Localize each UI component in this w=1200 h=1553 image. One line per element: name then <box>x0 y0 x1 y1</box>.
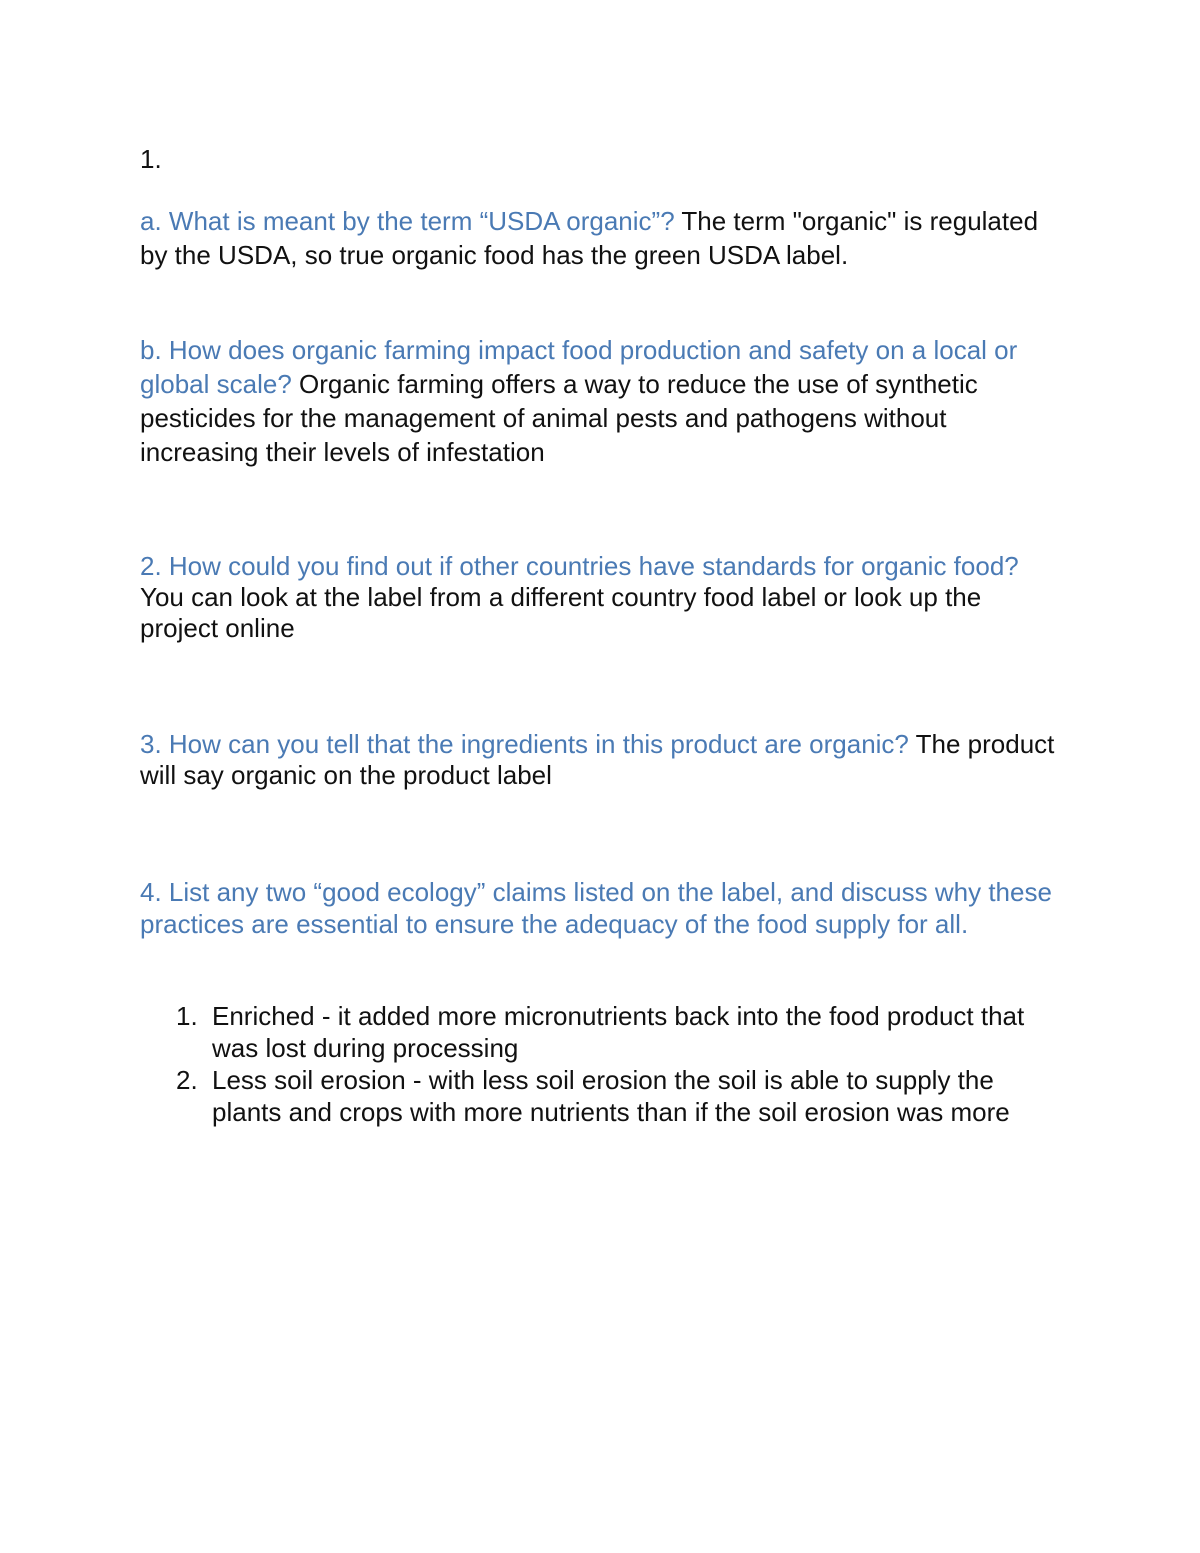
question-1a-text: a. What is meant by the term “USDA organic”? <box>140 206 675 236</box>
question-2 <box>140 551 1060 644</box>
list-item <box>140 1000 1060 1064</box>
question-4-text: 4. List any two “good ecology” claims listed on the label, and discuss why these practices are essential to ensure the adequacy of the food supply for all. <box>140 877 1052 939</box>
question-1-number <box>140 142 1060 176</box>
list-item-number: 1. <box>176 1001 198 1031</box>
question-1b <box>140 333 1060 469</box>
claims-list <box>140 1000 1060 1128</box>
answer-1a-text: The term "organic" is regulated by the USDA, so true organic food has the green USDA label. <box>140 206 1039 270</box>
question-1a <box>140 204 1060 272</box>
list-item <box>140 1064 1060 1128</box>
question-2-text: 2. How could you find out if other countries have standards for organic food? <box>140 551 1019 581</box>
list-item-text: Enriched - it added more micronutrients back into the food product that was lost during processing <box>212 1001 1025 1063</box>
question-number: 1. <box>140 144 162 174</box>
question-3-text: 3. How can you tell that the ingredients in this product are organic? <box>140 729 909 759</box>
question-4 <box>140 876 1060 940</box>
answer-2-text: You can look at the label from a different country food label or look up the project online <box>140 582 982 643</box>
question-3 <box>140 729 1060 791</box>
question-1b-text: b. How does organic farming impact food production and safety on a local or global scale? <box>140 335 1018 399</box>
list-item-number: 2. <box>176 1065 198 1095</box>
list-item-text: Less soil erosion - with less soil erosion the soil is able to supply the plants and crops with more nutrients than if the soil erosion was more <box>212 1065 1010 1127</box>
answer-3-text: The product will say organic on the product label <box>140 729 1055 790</box>
answer-1b-text: Organic farming offers a way to reduce the use of synthetic pesticides for the management of animal pests and pathogens without increasing their levels of infestation <box>140 369 978 467</box>
